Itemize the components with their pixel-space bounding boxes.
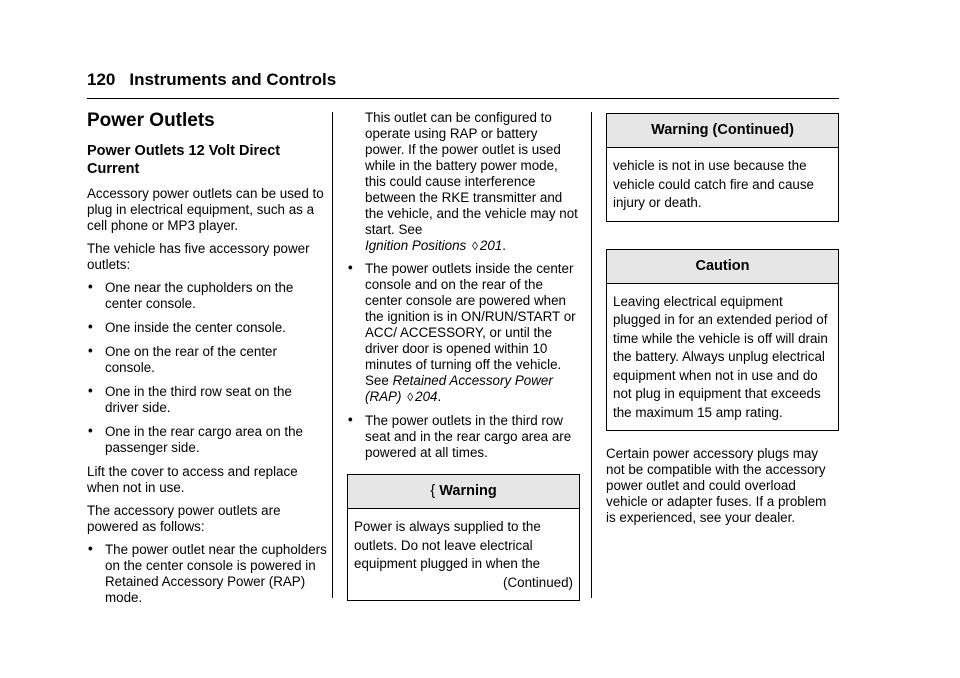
continued-label: (Continued) — [503, 574, 573, 590]
section-heading: Power Outlets — [87, 110, 215, 131]
reference-arrow-icon: ◊ — [471, 239, 478, 253]
list-item-continued: This outlet can be configured to operate using RAP or battery power. If the power outlet is used while in the battery power mode, this could cause interference between the RKE transmitter and the vehicle, and the vehicle may not start. See Ignition Positions ◊ 201. — [365, 110, 578, 253]
bullet-icon: • — [348, 412, 353, 427]
bullet-icon: • — [88, 319, 93, 334]
warning-header: { Warning — [348, 475, 579, 509]
warning-continued-header: Warning (Continued) — [607, 114, 838, 148]
paragraph: Certain power accessory plugs may not be compatible with the accessory power outlet and could overload vehicle or adapter fuses. If a problem is experienced, see your dealer. — [606, 446, 827, 525]
list-item: • The power outlets inside the center console and on the rear of the center console are powered when the ignition is in ON/RUN/START or ACC/ ACCESSORY, or until the driver door is opened within 10 minutes of turning off the vehicle. See Retained Accessory Power (RAP) ◊ 204. — [348, 260, 576, 404]
column-divider — [332, 112, 333, 598]
cross-reference-link[interactable]: Retained Accessory Power (RAP) ◊ 204 — [365, 373, 553, 404]
list-item: • One in the third row seat on the driver side. — [88, 383, 292, 415]
paragraph: Lift the cover to access and replace when not in use. — [87, 464, 298, 495]
bullet-icon: • — [88, 279, 93, 294]
power-list-continued — [347, 110, 580, 461]
cross-reference-link[interactable]: Ignition Positions ◊ 201 — [365, 238, 503, 253]
caution-header: Caution — [607, 250, 838, 284]
bullet-icon: • — [348, 260, 353, 275]
warning-box — [347, 474, 580, 601]
list-item: • The power outlet near the cupholders on the center console is powered in Retained Accessory Power (RAP) mode. — [88, 541, 327, 605]
bullet-icon: • — [88, 423, 93, 438]
list-item: • The power outlets in the third row seat and in the rear cargo area are powered at all times. — [348, 412, 572, 460]
header-divider — [87, 98, 839, 99]
warning-body: Power is always supplied to the outlets. Do not leave electrical equipment plugged in when the (Continued) — [348, 509, 579, 600]
page-number: 120 — [87, 70, 116, 89]
bullet-icon: • — [88, 541, 93, 556]
outlet-list — [87, 280, 327, 456]
bullet-icon: • — [88, 383, 93, 398]
section-title: Instruments and Controls — [129, 70, 337, 89]
warning-continued-body: vehicle is not in use because the vehicle could catch fire and cause injury or death. — [613, 158, 814, 210]
list-item: • One near the cupholders on the center console. — [88, 279, 294, 311]
bullet-icon: • — [88, 343, 93, 358]
column-divider — [591, 112, 592, 598]
column-3 — [606, 113, 839, 533]
paragraph: The accessory power outlets are powered as follows: — [87, 503, 281, 534]
list-item: • One inside the center console. — [88, 319, 286, 335]
warning-continued-box — [606, 113, 839, 222]
column-1 — [87, 110, 327, 614]
list-item: • One on the rear of the center console. — [88, 343, 277, 375]
column-2 — [347, 110, 580, 601]
caution-box — [606, 249, 839, 432]
page-header — [87, 70, 336, 90]
paragraph: Accessory power outlets can be used to plug in electrical equipment, such as a cell phone or MP3 player. — [87, 186, 324, 233]
warning-icon: { — [430, 482, 436, 499]
caution-body: Leaving electrical equipment plugged in for an extended period of time while the vehicle is off will drain the battery. Always unplug electrical equipment when not in use and do not plug in equipment that exceeds the maximum 15 amp rating. — [613, 293, 828, 420]
list-item: • One in the rear cargo area on the passenger side. — [88, 423, 304, 455]
paragraph: The vehicle has five accessory power outlets: — [87, 241, 310, 272]
subsection-heading: Power Outlets 12 Volt Direct Current — [87, 143, 281, 177]
power-list — [87, 542, 327, 606]
reference-arrow-icon: ◊ — [407, 390, 414, 404]
